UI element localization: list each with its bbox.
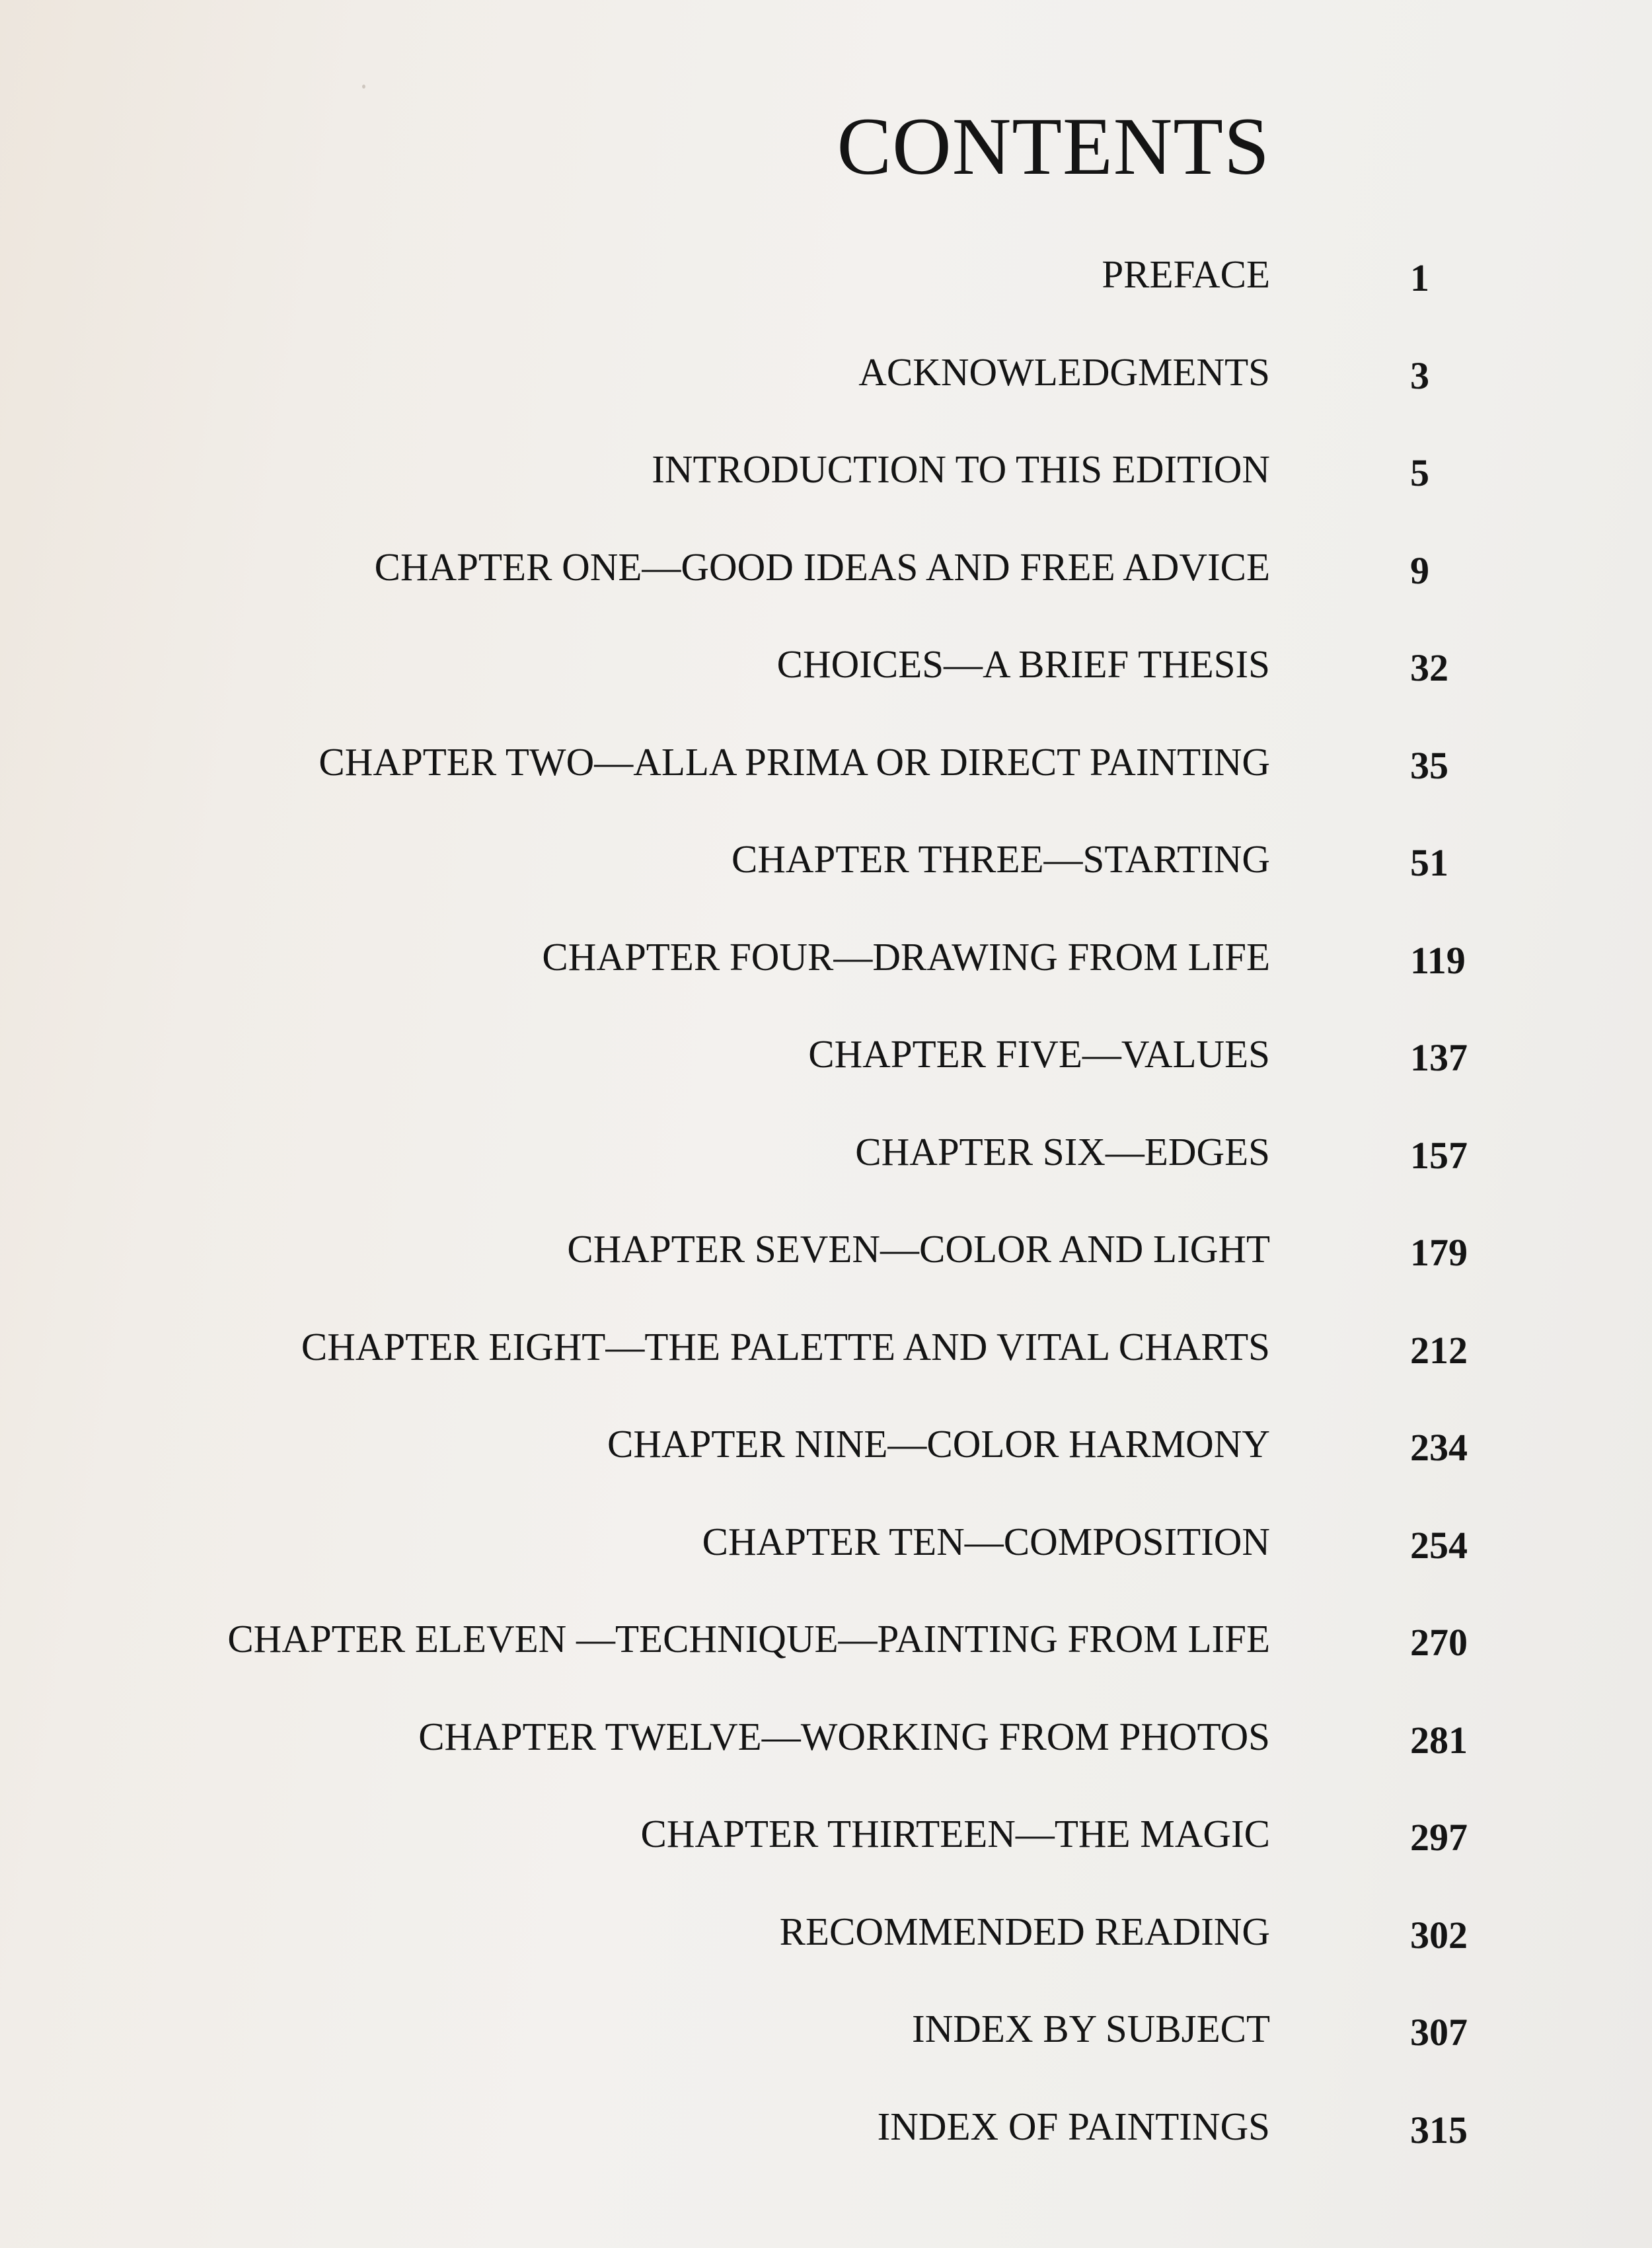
toc-entry (0, 1616, 1652, 1713)
toc-entry-label: CHAPTER SEVEN—COLOR AND LIGHT (567, 1227, 1270, 1271)
toc-entry (0, 349, 1652, 447)
toc-entry-label: CHAPTER TWO—ALLA PRIMA OR DIRECT PAINTING (319, 739, 1270, 784)
toc-entry-page: 9 (1410, 548, 1429, 592)
toc-entry-label: CHAPTER TWELVE—WORKING FROM PHOTOS (418, 1714, 1270, 1758)
toc-entry (0, 1421, 1652, 1518)
toc-entry-label: INTRODUCTION TO THIS EDITION (652, 447, 1270, 491)
paper-speck (362, 85, 365, 89)
toc-entry-page: 302 (1410, 1913, 1468, 1957)
toc-entry-label: CHAPTER ONE—GOOD IDEAS AND FREE ADVICE (374, 544, 1270, 589)
toc-entry (0, 1518, 1652, 1616)
toc-entry-page: 315 (1410, 2108, 1468, 2152)
toc-entry-label: INDEX BY SUBJECT (912, 2007, 1270, 2050)
toc-entry-page: 281 (1410, 1718, 1468, 1762)
toc-entry-page: 5 (1410, 451, 1429, 494)
toc-entry-label: CHAPTER FOUR—DRAWING FROM LIFE (542, 934, 1270, 979)
toc-entry (0, 641, 1652, 739)
toc-entry (0, 1908, 1652, 2006)
toc-entry-page: 234 (1410, 1426, 1468, 1469)
toc-entry (0, 2005, 1652, 2103)
toc-entry-page: 51 (1410, 841, 1448, 884)
toc-entry-page: 1 (1410, 256, 1429, 299)
toc-entry-page: 297 (1410, 1816, 1468, 1859)
toc-entry (0, 2103, 1652, 2201)
toc-entry-page: 35 (1410, 743, 1448, 787)
toc-entry-page: 179 (1410, 1231, 1468, 1274)
toc-entry-page: 212 (1410, 1328, 1468, 1372)
toc-entry (0, 1811, 1652, 1908)
toc-entry (0, 1324, 1652, 1421)
toc-entry-page: 307 (1410, 2011, 1468, 2054)
toc-entry-label: CHAPTER SIX—EDGES (855, 1129, 1270, 1174)
toc-entry-label: ACKNOWLEDGMENTS (858, 350, 1270, 394)
toc-entry-label: CHAPTER FIVE—VALUES (808, 1032, 1270, 1076)
toc-entry (0, 1129, 1652, 1226)
toc-entry-page: 32 (1410, 646, 1448, 689)
toc-entry-page: 157 (1410, 1133, 1468, 1177)
toc-entry-label: CHAPTER THREE—STARTING (731, 837, 1270, 881)
toc-entry (0, 1713, 1652, 1811)
toc-entry (0, 836, 1652, 934)
toc-entry-page: 119 (1410, 938, 1466, 982)
toc-entry-label: CHAPTER ELEVEN —TECHNIQUE—PAINTING FROM LIFE (227, 1617, 1270, 1661)
toc-entry-label: CHAPTER THIRTEEN—THE MAGIC (640, 1812, 1270, 1855)
toc-entry-page: 254 (1410, 1523, 1468, 1567)
toc-entry-label: CHAPTER EIGHT—THE PALETTE AND VITAL CHARTS (301, 1324, 1270, 1368)
toc-entry (0, 739, 1652, 837)
toc-entry-label: INDEX OF PAINTINGS (877, 2104, 1270, 2148)
toc-entry-label: CHAPTER NINE—COLOR HARMONY (607, 1422, 1270, 1466)
toc-entry-page: 137 (1410, 1036, 1468, 1079)
toc-entry-label: CHAPTER TEN—COMPOSITION (702, 1519, 1270, 1563)
toc-entry-label: CHOICES—A BRIEF THESIS (776, 642, 1270, 686)
page-title: CONTENTS (837, 101, 1270, 192)
toc-entry-page: 3 (1410, 354, 1429, 397)
table-of-contents (0, 251, 1652, 2200)
toc-entry (0, 544, 1652, 642)
toc-entry (0, 251, 1652, 349)
toc-entry (0, 1031, 1652, 1129)
toc-entry (0, 1226, 1652, 1324)
toc-entry (0, 446, 1652, 544)
toc-entry (0, 934, 1652, 1031)
toc-entry-label: PREFACE (1102, 252, 1270, 296)
toc-entry-label: RECOMMENDED READING (779, 1909, 1270, 1953)
toc-entry-page: 270 (1410, 1621, 1468, 1664)
